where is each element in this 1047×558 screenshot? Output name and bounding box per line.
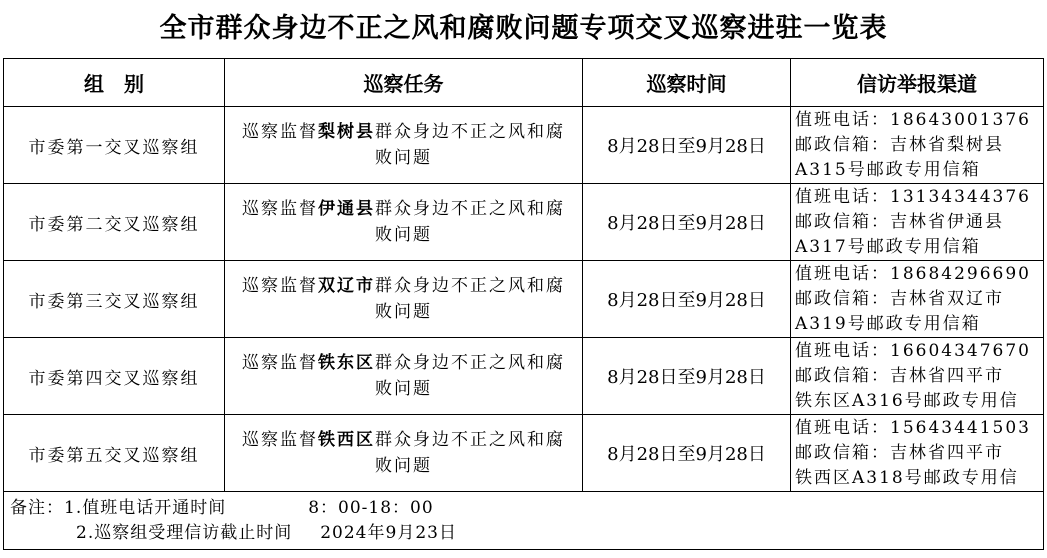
notes-cell bbox=[4, 492, 1044, 550]
table-row bbox=[4, 338, 1044, 415]
task-prefix: 巡察监督 bbox=[242, 122, 318, 142]
table-row bbox=[4, 261, 1044, 338]
time-cell: 8月28日至9月28日 bbox=[583, 184, 791, 261]
task-suffix: 群众身边不正之风和腐败问题 bbox=[375, 122, 565, 168]
task-prefix: 巡察监督 bbox=[242, 430, 318, 450]
header-channel: 信访举报渠道 bbox=[791, 59, 1044, 107]
task-prefix: 巡察监督 bbox=[242, 276, 318, 296]
note-2-value: 2024年9月23日 bbox=[320, 522, 457, 543]
mailbox-line-2: 铁东区A316号邮政专用信 bbox=[795, 390, 1019, 411]
group-cell: 市委第五交叉巡察组 bbox=[4, 415, 225, 492]
header-time: 巡察时间 bbox=[583, 59, 791, 107]
note-line-1 bbox=[10, 496, 1043, 521]
mailbox-line-2: 铁西区A318号邮政专用信 bbox=[795, 467, 1019, 488]
group-cell: 市委第三交叉巡察组 bbox=[4, 261, 225, 338]
group-cell: 市委第二交叉巡察组 bbox=[4, 184, 225, 261]
notes-label: 备注： bbox=[10, 497, 64, 518]
task-suffix: 群众身边不正之风和腐败问题 bbox=[375, 276, 565, 322]
duty-phone: 值班电话：15643441503 bbox=[795, 417, 1031, 438]
mailbox-line-1: 邮政信箱：吉林省四平市 bbox=[795, 442, 1004, 463]
table-row bbox=[4, 107, 1044, 184]
patrol-table bbox=[3, 58, 1044, 550]
mailbox-line-1: 邮政信箱：吉林省双辽市 bbox=[795, 288, 1004, 309]
task-suffix: 群众身边不正之风和腐败问题 bbox=[375, 430, 565, 476]
note-line-2 bbox=[10, 521, 1043, 546]
note-2-text: 2.巡察组受理信访截止时间 bbox=[76, 522, 293, 543]
task-prefix: 巡察监督 bbox=[242, 199, 318, 219]
mailbox-line-1: 邮政信箱：吉林省伊通县 bbox=[795, 211, 1004, 232]
task-suffix: 群众身边不正之风和腐败问题 bbox=[375, 199, 565, 245]
duty-phone: 值班电话：18643001376 bbox=[795, 109, 1031, 130]
task-place: 铁西区 bbox=[318, 430, 375, 450]
mailbox-line-2: A319号邮政专用信箱 bbox=[795, 313, 981, 334]
channel-cell bbox=[791, 415, 1044, 492]
task-suffix: 群众身边不正之风和腐败问题 bbox=[375, 353, 565, 399]
channel-cell bbox=[791, 261, 1044, 338]
header-group: 组 别 bbox=[4, 59, 225, 107]
task-place: 梨树县 bbox=[318, 122, 375, 142]
note-1-text: 1.值班电话开通时间 bbox=[64, 497, 227, 518]
task-cell bbox=[225, 415, 583, 492]
mailbox-line-1: 邮政信箱：吉林省四平市 bbox=[795, 365, 1004, 386]
mailbox-line-2: A315号邮政专用信箱 bbox=[795, 159, 981, 180]
note-1-value: 8：00-18：00 bbox=[308, 497, 434, 518]
channel-cell bbox=[791, 184, 1044, 261]
task-cell bbox=[225, 184, 583, 261]
time-cell: 8月28日至9月28日 bbox=[583, 261, 791, 338]
task-place: 铁东区 bbox=[318, 353, 375, 373]
group-cell: 市委第四交叉巡察组 bbox=[4, 338, 225, 415]
duty-phone: 值班电话：13134344376 bbox=[795, 186, 1031, 207]
task-cell bbox=[225, 338, 583, 415]
task-cell bbox=[225, 107, 583, 184]
table-header-row bbox=[4, 59, 1044, 107]
task-place: 伊通县 bbox=[318, 199, 375, 219]
group-cell: 市委第一交叉巡察组 bbox=[4, 107, 225, 184]
mailbox-line-1: 邮政信箱：吉林省梨树县 bbox=[795, 134, 1004, 155]
duty-phone: 值班电话：16604347670 bbox=[795, 340, 1031, 361]
time-cell: 8月28日至9月28日 bbox=[583, 338, 791, 415]
header-task: 巡察任务 bbox=[225, 59, 583, 107]
channel-cell bbox=[791, 107, 1044, 184]
duty-phone: 值班电话：18684296690 bbox=[795, 263, 1031, 284]
page-title: 全市群众身边不正之风和腐败问题专项交叉巡察进驻一览表 bbox=[159, 13, 888, 44]
mailbox-line-2: A317号邮政专用信箱 bbox=[795, 236, 981, 257]
time-cell: 8月28日至9月28日 bbox=[583, 107, 791, 184]
table-row bbox=[4, 415, 1044, 492]
task-cell bbox=[225, 261, 583, 338]
time-cell: 8月28日至9月28日 bbox=[583, 415, 791, 492]
task-place: 双辽市 bbox=[318, 276, 375, 296]
task-prefix: 巡察监督 bbox=[242, 353, 318, 373]
channel-cell bbox=[791, 338, 1044, 415]
notes-row bbox=[4, 492, 1044, 550]
table-row bbox=[4, 184, 1044, 261]
